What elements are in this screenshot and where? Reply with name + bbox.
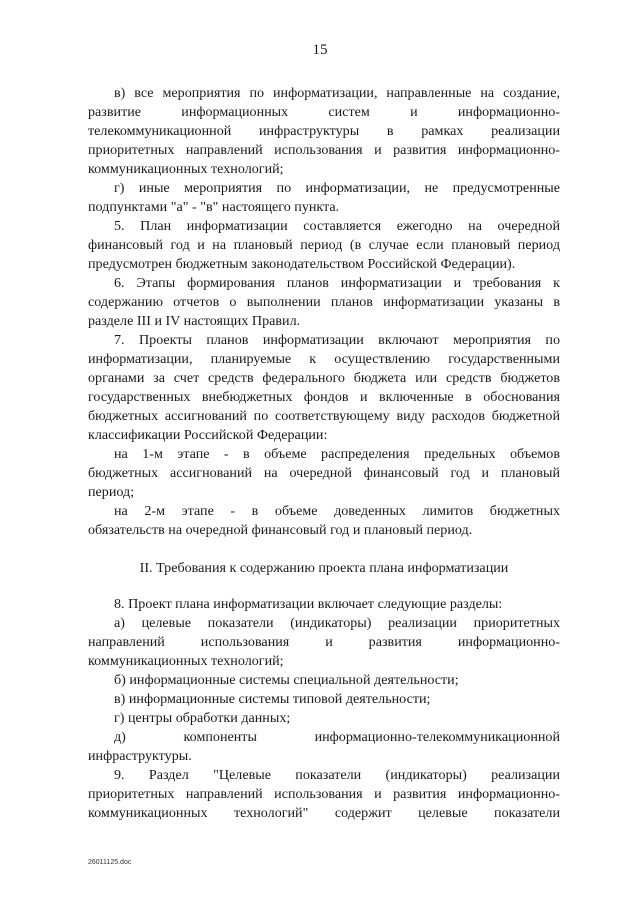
paragraph-item-7: [88, 331, 560, 445]
text-line: на 1-м этапе - в объеме распределения предельных объемов: [114, 446, 560, 462]
text-line: б) информационные системы специальной деятельности;: [114, 672, 459, 688]
text-line: предусмотрен бюджетным законодательством Российской Федерации).: [88, 256, 516, 272]
text-line: в) все мероприятия по информатизации, направленные на создание,: [114, 85, 560, 101]
section-heading: II. Требования к содержанию проекта плана информатизации: [139, 560, 509, 576]
paragraph-stage-2: [88, 502, 560, 540]
paragraph-item-8: [88, 595, 560, 614]
text-line: 6. Этапы формирования планов информатизации и требования к: [114, 275, 560, 291]
paragraph-subitem-b: [88, 671, 560, 690]
text-line: коммуникационных технологий;: [88, 653, 284, 669]
spacer: [88, 540, 560, 559]
text-line: 5. План информатизации составляется ежегодно на очередной: [114, 218, 560, 234]
text-line: период;: [88, 484, 135, 500]
text-line: государственных внебюджетных фондов и включенные в обоснования: [88, 389, 560, 405]
text-line: коммуникационных технологий;: [88, 161, 284, 177]
text-line: органами за счет средств федерального бюджета или средств бюджетов: [88, 370, 560, 386]
paragraph-item-5: [88, 217, 560, 274]
paragraph-subitem-v: [88, 84, 560, 179]
text-line: приоритетных направлений использования и развития информационно-: [88, 142, 560, 158]
text-line: 7. Проекты планов информатизации включают мероприятия по: [114, 332, 560, 348]
spacer: [88, 578, 560, 595]
text-line: бюджетных ассигнований на очередной финансовый год и плановый: [88, 465, 560, 481]
paragraph-subitem-g: [88, 179, 560, 217]
paragraph-subitem-g2: [88, 709, 560, 728]
paragraph-subitem-a: [88, 614, 560, 671]
document-body: [88, 84, 560, 823]
text-line: г) иные мероприятия по информатизации, не предусмотренные: [114, 180, 560, 196]
text-line: 9. Раздел "Целевые показатели (индикаторы) реализации: [114, 767, 560, 783]
text-line: классификации Российской Федерации:: [88, 427, 328, 443]
text-line: г) центры обработки данных;: [114, 710, 291, 726]
paragraph-subitem-v2: [88, 690, 560, 709]
text-line: информатизации, планируемые к осуществлению государственными: [88, 351, 560, 367]
text-line: направлений использования и развития информационно-: [88, 634, 560, 650]
text-line: развитие информационных систем и информационно-: [88, 104, 560, 120]
text-line: инфраструктуры.: [88, 748, 192, 764]
text-line: телекоммуникационной инфраструктуры в рамках реализации: [88, 123, 560, 139]
text-line: приоритетных направлений использования и развития информационно-: [88, 786, 560, 802]
paragraph-stage-1: [88, 445, 560, 502]
page-number: 15: [312, 42, 328, 58]
text-line: разделе III и IV настоящих Правил.: [88, 313, 301, 329]
text-line: подпунктами "а" - "в" настоящего пункта.: [88, 199, 340, 215]
paragraph-item-6: [88, 274, 560, 331]
paragraph-item-9: [88, 766, 560, 823]
text-line: д) компоненты информационно-телекоммуникационной: [114, 729, 560, 745]
text-line: содержанию отчетов о выполнении планов информатизации указаны в: [88, 294, 560, 310]
paragraph-subitem-d: [88, 728, 560, 766]
text-line: бюджетных ассигнований по соответствующему виду расходов бюджетной: [88, 408, 560, 424]
text-line: коммуникационных технологий" содержит целевые показатели: [88, 805, 560, 821]
text-line: а) целевые показатели (индикаторы) реализации приоритетных: [114, 615, 560, 631]
text-line: на 2-м этапе - в объеме доведенных лимитов бюджетных: [114, 503, 560, 519]
text-line: 8. Проект плана информатизации включает следующие разделы:: [114, 596, 503, 612]
footer-document-code: 26011125.doc: [88, 859, 132, 866]
text-line: в) информационные системы типовой деятельности;: [114, 691, 431, 707]
text-line: финансовый год и на плановый период (в случае если плановый период: [88, 237, 560, 253]
text-line: обязательств на очередной финансовый год и плановый период.: [88, 522, 473, 538]
